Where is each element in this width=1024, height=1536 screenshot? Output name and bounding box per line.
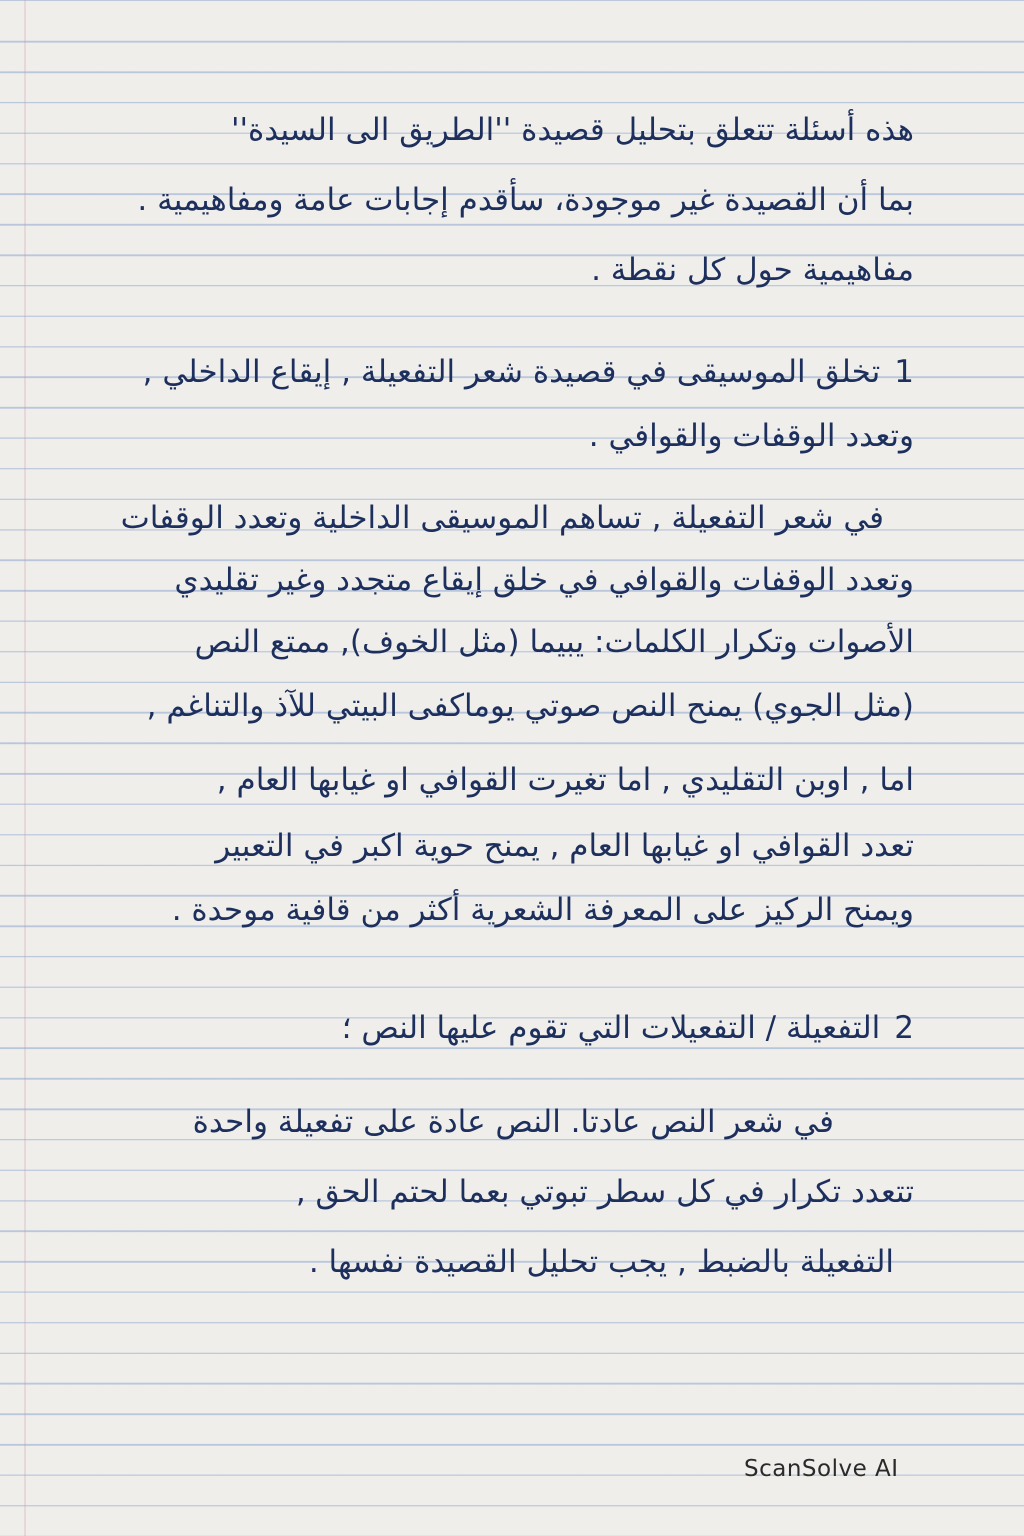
q1-answer-line-5: اما , اوبن التقليدي , اما تغيرت القوافي او غيابها العام , <box>216 762 914 798</box>
q1-answer-line-3: الأصوات وتكرار الكلمات: يبيما (مثل الخوف), ممتع النص <box>194 624 914 660</box>
q1-answer-line-6: تعدد القوافي او غيابها العام , يمنح حوية اكبر في التعبير <box>215 828 914 864</box>
brand-watermark: ScanSolve AI <box>744 1456 899 1482</box>
margin-line <box>24 0 26 1536</box>
question-1-heading <box>143 352 914 392</box>
intro-line-1: هذه أسئلة تتعلق بتحليل قصيدة ''الطريق الى السيدة'' <box>230 112 914 148</box>
q1-answer-line-7: ويمنح الركيز على المعرفة الشعرية أكثر من قافية موحدة . <box>171 892 914 928</box>
question-1-number: 1 <box>894 354 914 390</box>
q2-answer-line-3: التفعيلة بالضبط , يجب تحليل القصيدة نفسها . <box>308 1244 894 1280</box>
q1-answer-line-2: وتعدد الوقفات والقوافي في خلق إيقاع متجدد وغير تقليدي <box>174 562 914 598</box>
question-2-number: 2 <box>894 1010 914 1046</box>
q1-answer-line-4: (مثل الجوي) يمنح النص صوتي يوماكفى البيتي للآذ والتناغم , <box>146 688 914 724</box>
intro-line-3: مفاهيمية حول كل نقطة . <box>591 252 914 288</box>
intro-line-2: بما أن القصيدة غير موجودة، سأقدم إجابات عامة ومفاهيمية . <box>137 182 914 218</box>
q2-answer-line-2: تتعدد تكرار في كل سطر تبوتي بعما لحتم الحق , <box>295 1174 914 1210</box>
question-1-title: تخلق الموسيقى في قصيدة شعر التفعيلة , إيقاع الداخلي , <box>142 354 881 390</box>
q2-answer-line-1: في شعر النص عادتا. النص عادة على تفعيلة واحدة <box>192 1104 834 1140</box>
question-1-title-cont: وتعدد الوقفات والقوافي . <box>588 418 914 454</box>
question-2-title: التفعيلة / التفعيلات التي تقوم عليها النص ؛ <box>341 1010 881 1046</box>
q1-answer-line-1: في شعر التفعيلة , تساهم الموسيقى الداخلية وتعدد الوقفات <box>120 500 884 536</box>
question-2-heading <box>342 1008 914 1048</box>
